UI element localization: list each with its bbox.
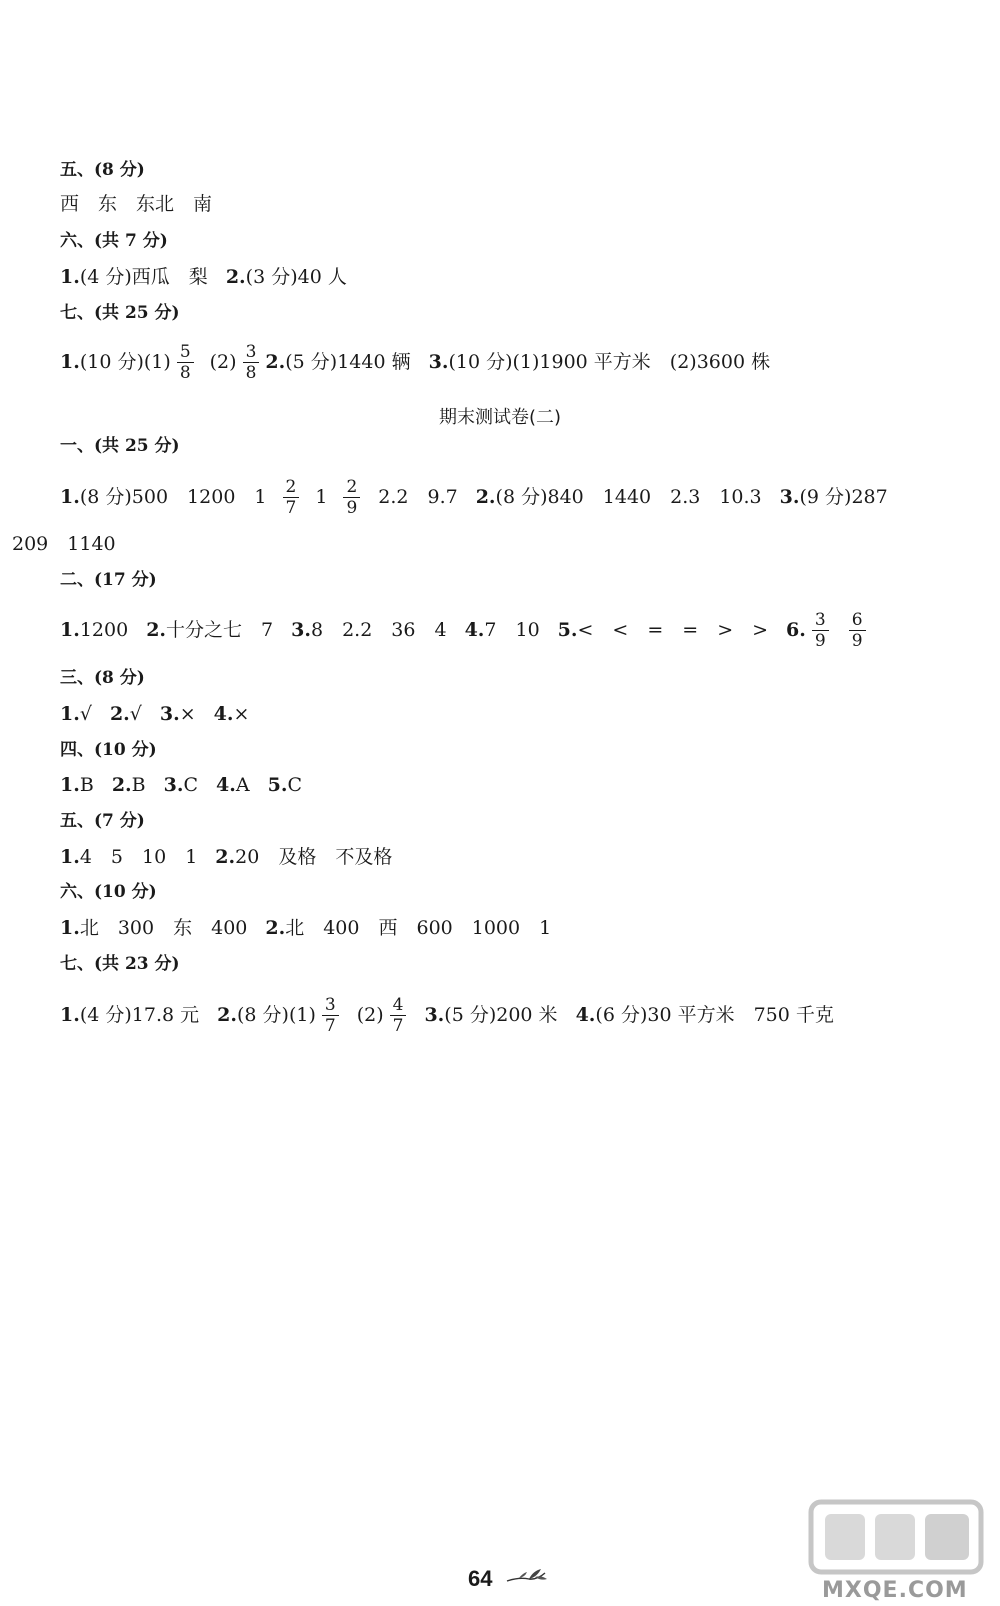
- item-number: 2.: [225, 266, 246, 288]
- item-number: 2.: [215, 846, 236, 868]
- test-title: 期末测试卷(二): [438, 407, 562, 428]
- answer-line: 1. 北 300 东 400 2. 北 400 西 600 1000 1: [60, 917, 552, 939]
- answer-text: (3 分)40 人: [245, 266, 347, 288]
- item-number: 1.: [60, 486, 80, 508]
- item-number: 1.: [60, 1004, 80, 1026]
- item-number: 2.: [146, 619, 167, 641]
- section-heading: 七、(共 23 分): [60, 954, 180, 974]
- fraction: $\frac{3}{9}$: [812, 610, 829, 651]
- answer-line: 1. (10 分)(1) $\frac{5}{8}$ (2) $\frac{3}{8}$ 2. (5 分)1440 辆 3. (10 分)(1)1900 平方米 (2)3600 株: [60, 341, 771, 383]
- item-number: 2.: [475, 486, 496, 508]
- section-heading: 七、(共 25 分): [60, 303, 180, 323]
- item-number: 5.: [267, 774, 288, 796]
- fraction: $\frac{3}{7}$: [322, 995, 339, 1036]
- item-number: 3.: [159, 703, 180, 725]
- section-heading: 五、(7 分): [60, 811, 145, 831]
- section-heading: 六、(10 分): [60, 882, 157, 902]
- section-heading: 三、(8 分): [60, 668, 145, 688]
- item-number: 4.: [213, 703, 234, 725]
- answer-line: [60, 265, 347, 289]
- item-number: 1.: [60, 917, 80, 939]
- section-heading: 四、(10 分): [60, 740, 157, 760]
- item-number: 4.: [464, 619, 485, 641]
- item-number: 3.: [163, 774, 184, 796]
- answer-line: [60, 192, 212, 216]
- fraction: $\frac{3}{8}$: [243, 342, 260, 383]
- item-number: 2.: [265, 351, 286, 373]
- section-heading: 一、(共 25 分): [60, 436, 180, 456]
- fraction: $\frac{4}{7}$: [390, 995, 407, 1036]
- fraction: $\frac{2}{7}$: [283, 477, 300, 518]
- fraction: $\frac{5}{8}$: [177, 342, 194, 383]
- item-number: 3.: [291, 619, 311, 641]
- page-number: 64: [468, 1566, 493, 1591]
- item-number: 3.: [779, 486, 800, 508]
- fraction: $\frac{6}{9}$: [849, 610, 866, 651]
- answer-line: 1. 1200 2. 十分之七 7 3. 8 2.2 36 4 4. 7 10 5. < < = = > > 6. $\frac{3}{9}$ $\frac{6}{9}$: [60, 607, 872, 653]
- answer-line: 1. 4 5 10 1 2. 20 及格 不及格: [60, 846, 393, 868]
- answer-line-continued: 209 1140: [12, 533, 116, 555]
- item-number: 1.: [60, 351, 80, 373]
- answer-line: 1. (8 分)500 1200 1 $\frac{2}{7}$ 1 $\frac{2}{9}$ 2.2 9.7 2. (8 分)840 1440 2.3 10.3 3. (9 分)287: [60, 476, 888, 518]
- item-number: 2.: [217, 1004, 237, 1026]
- item-number: 3.: [428, 351, 449, 373]
- section-heading: 六、(共 7 分): [60, 231, 168, 251]
- item-number: 1.: [60, 703, 80, 725]
- item-number: 2.: [265, 917, 286, 939]
- item-number: 4.: [216, 774, 236, 796]
- fraction: $\frac{2}{9}$: [343, 477, 360, 518]
- answer-line: 1. (4 分)17.8 元 2. (8 分)(1) $\frac{3}{7}$ (2) $\frac{4}{7}$ 3. (5 分)200 米 4. (6 分)30 平方米 750 千克: [60, 994, 834, 1036]
- item-number: 2.: [111, 774, 132, 796]
- item-number: 1.: [60, 266, 80, 288]
- answer-line: 1. B 2. B 3. C 4. A 5. C: [60, 774, 302, 796]
- item-number: 1.: [60, 846, 80, 868]
- item-number: 1.: [60, 774, 80, 796]
- section-heading: 五、(8 分): [60, 160, 145, 180]
- leaf-ornament-icon: [505, 1565, 551, 1587]
- item-number: 1.: [60, 619, 80, 641]
- item-number: 6.: [786, 619, 806, 641]
- answer-text: 西 东 东北 南: [60, 193, 213, 215]
- item-number: 4.: [575, 1004, 596, 1026]
- answer-line: 1. √ 2. √ 3. × 4. ×: [60, 703, 250, 725]
- item-number: 2.: [109, 703, 130, 725]
- watermark-text: MXQE.COM: [822, 1578, 968, 1603]
- item-number: 5.: [557, 619, 578, 641]
- answer-text: (4 分)西瓜 梨: [79, 266, 208, 288]
- item-number: 3.: [424, 1004, 445, 1026]
- section-heading: 二、(17 分): [60, 570, 157, 590]
